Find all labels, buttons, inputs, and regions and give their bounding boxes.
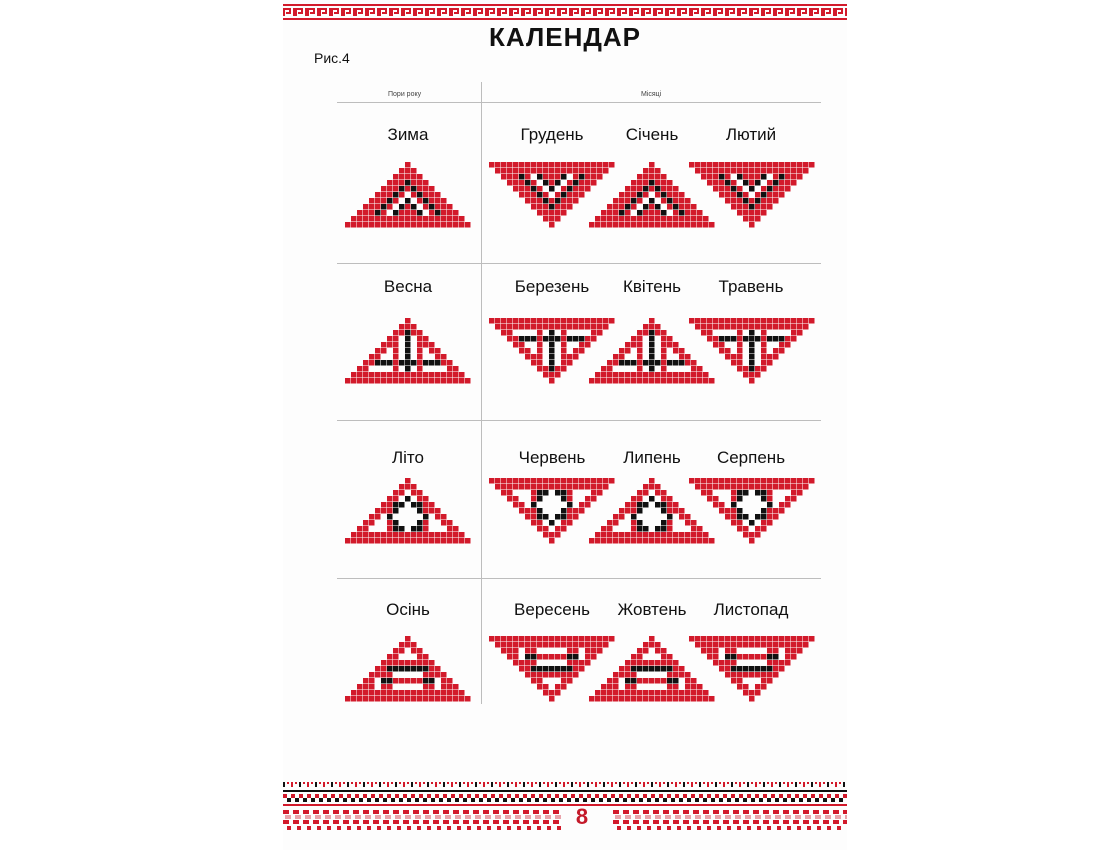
- row-divider: [337, 578, 821, 579]
- month-label-july: Липень: [623, 448, 681, 467]
- month-label-april: Квітень: [622, 277, 681, 296]
- figure-label: Рис.4: [314, 50, 350, 66]
- autumn-motif: [345, 636, 471, 702]
- season-label-autumn: Осінь: [386, 600, 430, 619]
- winter-motif: [345, 162, 471, 228]
- top-ornament-border: [283, 4, 847, 20]
- column-divider: [481, 82, 482, 704]
- summer-motif: [345, 478, 471, 544]
- month-label-august: Серпень: [716, 448, 786, 467]
- row-divider: [337, 420, 821, 421]
- month-label-march: Березень: [514, 277, 590, 296]
- month-label-october: Жовтень: [617, 600, 687, 619]
- november-motif: [689, 636, 815, 702]
- month-label-december: Грудень: [520, 125, 584, 144]
- month-label-june: Червень: [518, 448, 586, 467]
- season-label-summer: Літо: [392, 448, 424, 467]
- february-motif: [689, 162, 815, 228]
- month-label-january: Січень: [625, 125, 679, 144]
- page-title: КАЛЕНДАР: [489, 22, 641, 52]
- column-header-seasons: Пори року: [388, 91, 422, 98]
- page-number: 8: [575, 804, 589, 829]
- month-label-september: Вересень: [514, 600, 590, 619]
- row-divider: [337, 263, 821, 264]
- august-motif: [689, 478, 815, 544]
- column-header-months: Місяці: [641, 91, 662, 98]
- table-top-line: [337, 102, 821, 103]
- season-label-spring: Весна: [383, 277, 433, 296]
- spring-motif: [345, 318, 471, 384]
- may-motif: [689, 318, 815, 384]
- month-label-november: Листопад: [713, 600, 789, 619]
- month-label-february: Лютий: [725, 125, 777, 144]
- month-label-may: Травень: [718, 277, 784, 296]
- season-label-winter: Зима: [387, 125, 429, 144]
